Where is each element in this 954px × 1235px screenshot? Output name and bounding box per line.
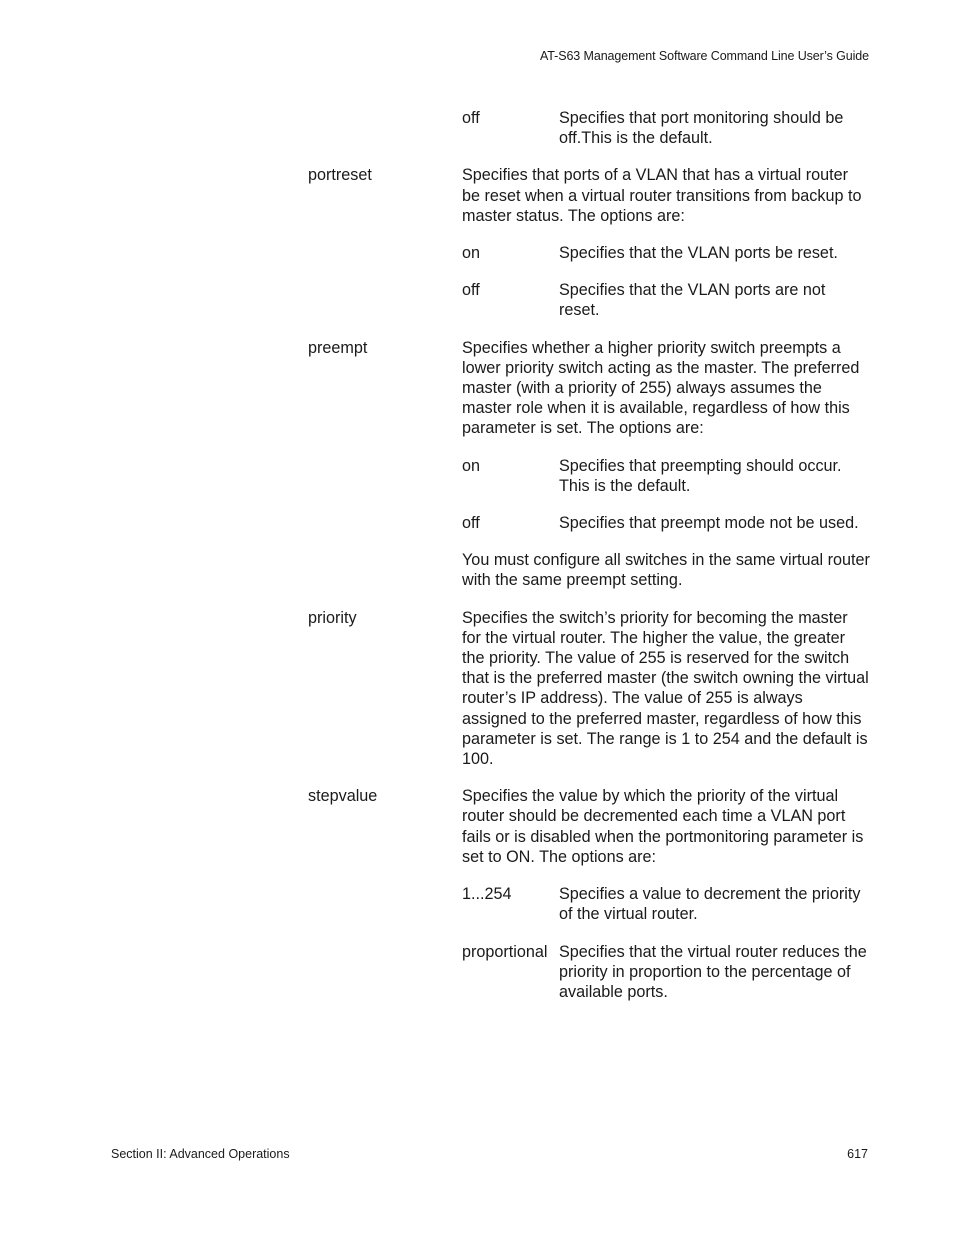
option-row [462, 942, 870, 1003]
option-row [462, 243, 870, 263]
option-name: on [462, 244, 481, 263]
param-stepvalue [308, 786, 870, 1002]
param-name: portreset [308, 166, 372, 185]
param-name: priority [308, 608, 357, 627]
parameter-list [308, 108, 870, 1019]
param-portreset [308, 165, 870, 320]
option-row [462, 456, 870, 496]
param-preempt [308, 338, 870, 591]
param-priority [308, 608, 870, 770]
option-row [462, 513, 870, 533]
option-name: 1...254 [462, 885, 512, 904]
option-description: Specifies that the virtual router reduces the priority in proportion to the percentage of available ports. [559, 942, 867, 1001]
option-description: Specifies that the VLAN ports be reset. [559, 244, 838, 263]
param-description: Specifies that ports of a VLAN that has a virtual router be reset when a virtual router transitions from backup to master status. The options are: [462, 166, 862, 225]
option-name: off [462, 281, 480, 300]
option-description: Specifies a value to decrement the priority of the virtual router. [559, 885, 861, 924]
param-name: stepvalue [308, 787, 378, 806]
param-description: Specifies the switch’s priority for becoming the master for the virtual router. The higher the value, the greater the priority. The value of 255 is reserved for the switch that is the preferred master (the switch owning the virtual router’s IP address). The value of 255 is always assigned to the preferred master, regardless of how this parameter is set. The range is 1 to 254 and the default is 100. [462, 608, 869, 769]
param-description: Specifies the value by which the priority of the virtual router should be decremented each time a VLAN port fails or is disabled when the portmonitoring parameter is set to ON. The options are: [462, 787, 864, 866]
option-description: Specifies that preempt mode not be used. [559, 514, 859, 533]
option-name: off [462, 514, 480, 533]
option-row [462, 280, 870, 320]
footer-section: Section II: Advanced Operations [111, 1147, 290, 1161]
param-description: Specifies whether a higher priority switch preempts a lower priority switch acting as the master. The preferred master (with a priority of 255) always assumes the master role when it is available, regardless of how this parameter is set. The options are: [462, 338, 860, 438]
param-name: preempt [308, 338, 368, 357]
option-name: on [462, 456, 481, 475]
option-row [462, 108, 870, 148]
option-row [462, 884, 870, 924]
top-option-row [308, 108, 870, 148]
option-name: off [462, 109, 480, 127]
option-description: Specifies that the VLAN ports are not reset. [559, 281, 826, 320]
option-description: Specifies that preempting should occur. This is the default. [559, 456, 842, 495]
running-header: AT-S63 Management Software Command Line User’s Guide [540, 49, 869, 63]
option-name: proportional [462, 942, 548, 961]
option-description: Specifies that port monitoring should be off.This is the default. [559, 109, 844, 148]
param-note: You must configure all switches in the same virtual router with the same preempt setting. [462, 551, 870, 590]
page-number: 617 [847, 1147, 868, 1161]
